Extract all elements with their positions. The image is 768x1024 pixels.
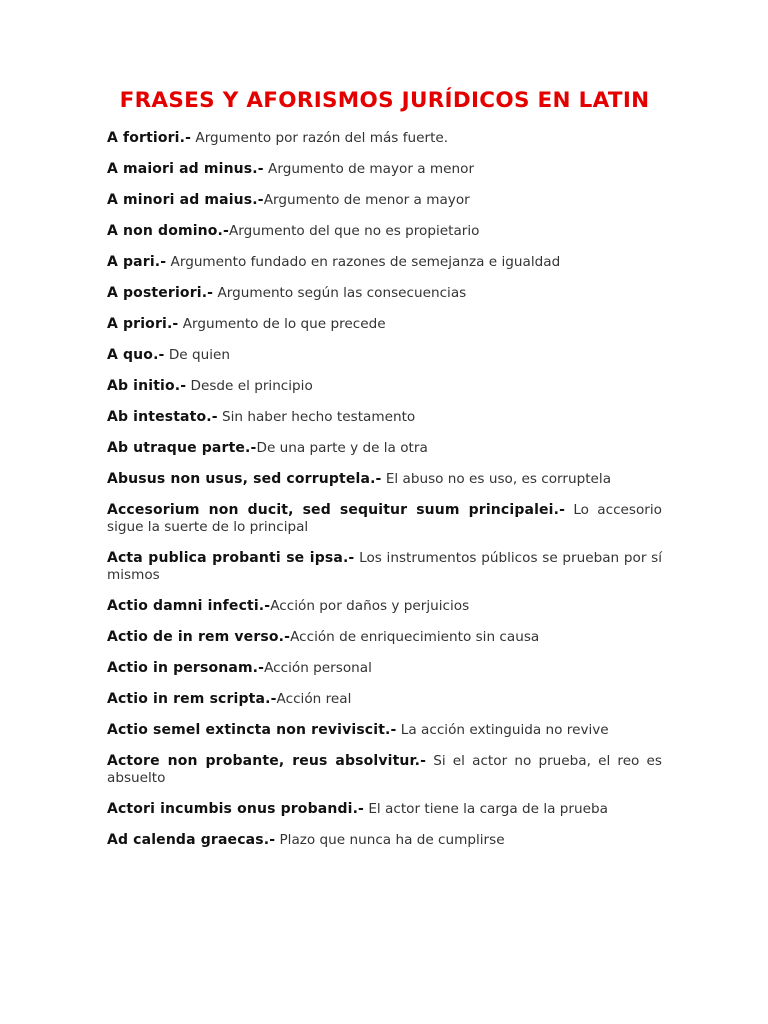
- aphorism-term: Actio de in rem verso.-: [107, 629, 291, 645]
- aphorism-term: A posteriori.-: [107, 285, 214, 301]
- list-item: [107, 598, 662, 615]
- aphorism-term: Ab intestato.-: [107, 409, 218, 425]
- aphorism-term: Ab utraque parte.-: [107, 440, 257, 456]
- aphorism-term: A priori.-: [107, 316, 179, 332]
- aphorism-list: [107, 130, 662, 849]
- list-item: [107, 629, 662, 646]
- aphorism-meaning: Argumento fundado en razones de semejanza e igualdad: [166, 254, 561, 270]
- aphorism-meaning: De quien: [164, 347, 230, 363]
- aphorism-meaning: Acción por daños y perjuicios: [270, 598, 470, 614]
- aphorism-meaning: Argumento de menor a mayor: [263, 192, 470, 208]
- aphorism-term: A fortiori.-: [107, 130, 192, 146]
- aphorism-meaning: De una parte y de la otra: [256, 440, 428, 456]
- aphorism-meaning: Acción de enriquecimiento sin causa: [290, 629, 540, 645]
- list-item: [107, 285, 662, 302]
- aphorism-meaning: Si el actor no prueba, el reo es absuelto: [107, 753, 662, 786]
- list-item: [107, 753, 662, 787]
- list-item: [107, 378, 662, 395]
- aphorism-term: A maiori ad minus.-: [107, 161, 264, 177]
- list-item: [107, 550, 662, 584]
- list-item: [107, 347, 662, 364]
- list-item: [107, 471, 662, 488]
- list-item: [107, 254, 662, 271]
- aphorism-term: Acta publica probanti se ipsa.-: [107, 550, 355, 566]
- aphorism-meaning: Acción personal: [264, 660, 372, 676]
- aphorism-term: A minori ad maius.-: [107, 192, 264, 208]
- list-item: [107, 660, 662, 677]
- aphorism-term: Accesorium non ducit, sed sequitur suum principalei.-: [107, 502, 566, 518]
- aphorism-term: Ad calenda graecas.-: [107, 832, 276, 848]
- aphorism-term: Actio in personam.-: [107, 660, 265, 676]
- list-item: [107, 223, 662, 240]
- list-item: [107, 832, 662, 849]
- page-title: FRASES Y AFORISMOS JURÍDICOS EN LATIN: [119, 88, 650, 113]
- aphorism-meaning: Acción real: [276, 691, 352, 707]
- aphorism-meaning: Argumento según las consecuencias: [213, 285, 467, 301]
- aphorism-term: Actore non probante, reus absolvitur.-: [107, 753, 427, 769]
- aphorism-term: Ab initio.-: [107, 378, 187, 394]
- list-item: [107, 192, 662, 209]
- list-item: [107, 130, 662, 147]
- list-item: [107, 409, 662, 426]
- aphorism-meaning: El abuso no es uso, es corruptela: [381, 471, 612, 487]
- list-item: [107, 722, 662, 739]
- aphorism-meaning: El actor tiene la carga de la prueba: [364, 801, 608, 817]
- aphorism-term: Actio damni infecti.-: [107, 598, 271, 614]
- aphorism-meaning: Argumento de mayor a menor: [263, 161, 475, 177]
- aphorism-meaning: Plazo que nunca ha de cumplirse: [275, 832, 505, 848]
- list-item: [107, 161, 662, 178]
- aphorism-term: Abusus non usus, sed corruptela.-: [107, 471, 382, 487]
- aphorism-term: A non domino.-: [107, 223, 229, 239]
- list-item: [107, 801, 662, 818]
- aphorism-meaning: Argumento del que no es propietario: [228, 223, 480, 239]
- aphorism-meaning: Sin haber hecho testamento: [217, 409, 416, 425]
- aphorism-meaning: La acción extinguida no revive: [396, 722, 609, 738]
- list-item: [107, 502, 662, 536]
- aphorism-meaning: Los instrumentos públicos se prueban por sí mismos: [107, 550, 662, 583]
- list-item: [107, 440, 662, 457]
- aphorism-term: A quo.-: [107, 347, 165, 363]
- aphorism-term: Actio in rem scripta.-: [107, 691, 277, 707]
- aphorism-meaning: Desde el principio: [186, 378, 313, 394]
- aphorism-meaning: Argumento de lo que precede: [178, 316, 386, 332]
- aphorism-meaning: Argumento por razón del más fuerte.: [191, 130, 449, 146]
- aphorism-term: A pari.-: [107, 254, 167, 270]
- list-item: [107, 691, 662, 708]
- aphorism-term: Actori incumbis onus probandi.-: [107, 801, 365, 817]
- aphorism-term: Actio semel extincta non reviviscit.-: [107, 722, 397, 738]
- aphorism-meaning: Lo accesorio sigue la suerte de lo principal: [107, 502, 662, 535]
- list-item: [107, 316, 662, 333]
